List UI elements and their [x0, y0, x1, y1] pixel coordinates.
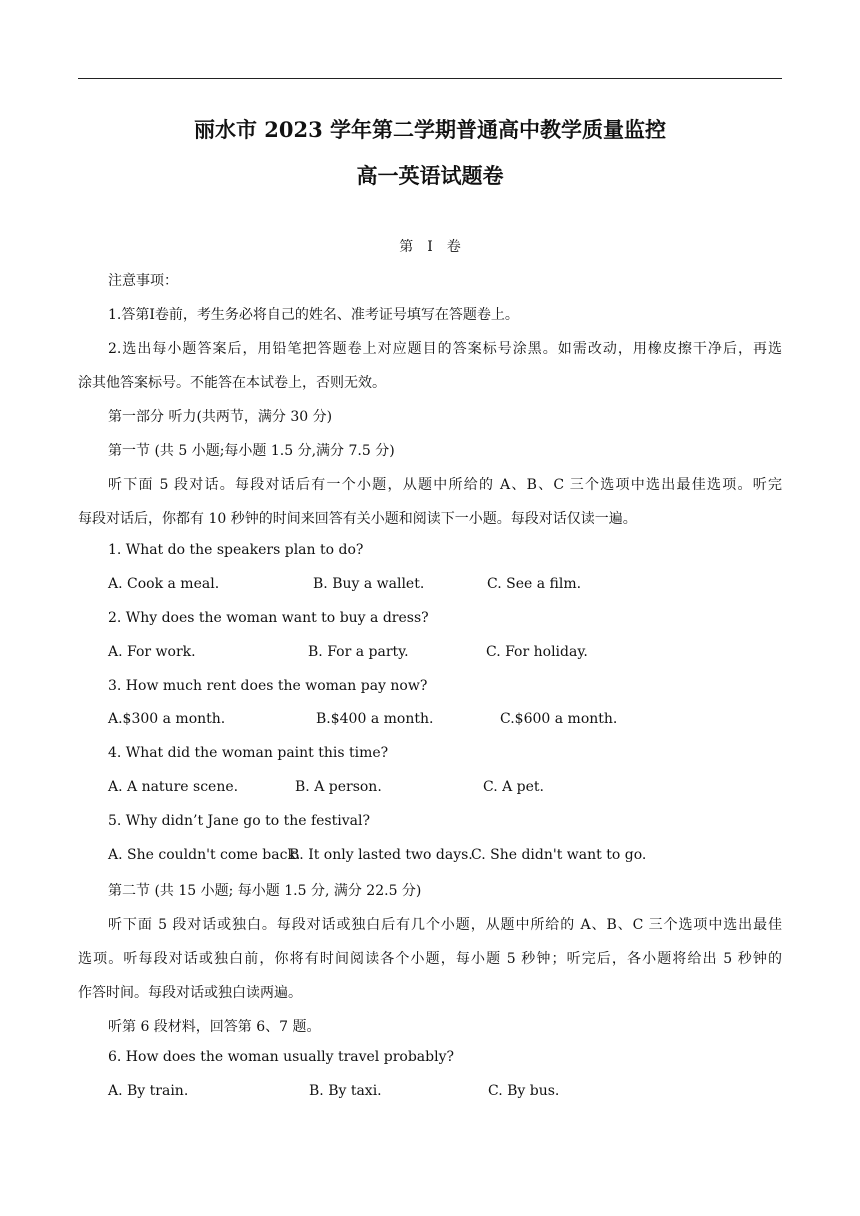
q2-option-a: A. For work. [108, 644, 196, 660]
question-4: 4. What did the woman paint this time? [108, 745, 389, 761]
question-1: 1. What do the speakers plan to do? [108, 542, 364, 558]
q3-option-c: C.$600 a month. [500, 711, 618, 727]
section-2-instructions-line-1: 听下面 5 段对话或独白。每段对话或独白后有几个小题，从题中所给的 A、B、C 三个选项中选出最佳 [108, 917, 782, 933]
notice-item-2-line-1: 2.选出每小题答案后，用铅笔把答题卷上对应题目的答案标号涂黑。如需改动，用橡皮擦干净后，再选 [108, 341, 782, 357]
q6-option-c: C. By bus. [488, 1083, 560, 1099]
q4-option-b: B. A person. [295, 779, 382, 795]
q3-option-a: A.$300 a month. [108, 711, 226, 727]
q4-option-a: A. A nature scene. [108, 779, 239, 795]
section-1-heading: 第一节 (共 5 小题;每小题 1.5 分,满分 7.5 分) [108, 443, 395, 459]
question-3: 3. How much rent does the woman pay now? [108, 678, 428, 694]
section-2-instructions-line-2: 选项。听每段对话或独白前，你将有时间阅读各个小题，每小题 5 秒钟；听完后，各小题将给出 5 秒钟的 [78, 951, 782, 967]
notice-heading: 注意事项： [108, 273, 178, 289]
notice-item-1: 1.答第Ⅰ卷前，考生务必将自己的姓名、准考证号填写在答题卷上。 [108, 307, 519, 323]
q5-option-a: A. She couldn't come back. [108, 847, 301, 863]
q2-option-c: C. For holiday. [486, 644, 588, 660]
q4-option-c: C. A pet. [483, 779, 544, 795]
section-label: 第 Ⅰ 卷 [399, 239, 461, 255]
section-1-instructions-line-2: 每段对话后，你都有 10 秒钟的时间来回答有关小题和阅读下一小题。每段对话仅读一遍。 [78, 511, 637, 527]
header-rule [78, 78, 782, 79]
q2-option-b: B. For a party. [308, 644, 409, 660]
exam-title: 丽水市 2023 学年第二学期普通高中教学质量监控 [193, 117, 667, 142]
part-1-heading: 第一部分 听力(共两节，满分 30 分) [108, 409, 333, 425]
section-1-instructions-line-1: 听下面 5 段对话。每段对话后有一个小题，从题中所给的 A、B、C 三个选项中选出最佳选项。听完 [108, 477, 782, 493]
q6-option-a: A. By train. [108, 1083, 189, 1099]
notice-item-2-line-2: 涂其他答案标号。不能答在本试卷上，否则无效。 [78, 375, 386, 391]
q5-option-b: B. It only lasted two days. [289, 847, 473, 863]
q1-option-c: C. See a film. [487, 576, 582, 592]
q5-option-c: C. She didn't want to go. [471, 847, 647, 863]
question-2: 2. Why does the woman want to buy a dress? [108, 610, 429, 626]
q3-option-b: B.$400 a month. [316, 711, 434, 727]
exam-subtitle: 高一英语试题卷 [356, 163, 504, 188]
q1-option-b: B. Buy a wallet. [313, 576, 425, 592]
question-5: 5. Why didn’t Jane go to the festival? [108, 813, 370, 829]
q6-option-b: B. By taxi. [309, 1083, 382, 1099]
section-2-instructions-line-3: 作答时间。每段对话或独白读两遍。 [78, 985, 302, 1001]
section-2-heading: 第二节 (共 15 小题; 每小题 1.5 分, 满分 22.5 分) [108, 883, 422, 899]
question-6: 6. How does the woman usually travel probably? [108, 1049, 454, 1065]
q1-option-a: A. Cook a meal. [108, 576, 220, 592]
material-6-heading: 听第 6 段材料，回答第 6、7 题。 [108, 1019, 321, 1035]
